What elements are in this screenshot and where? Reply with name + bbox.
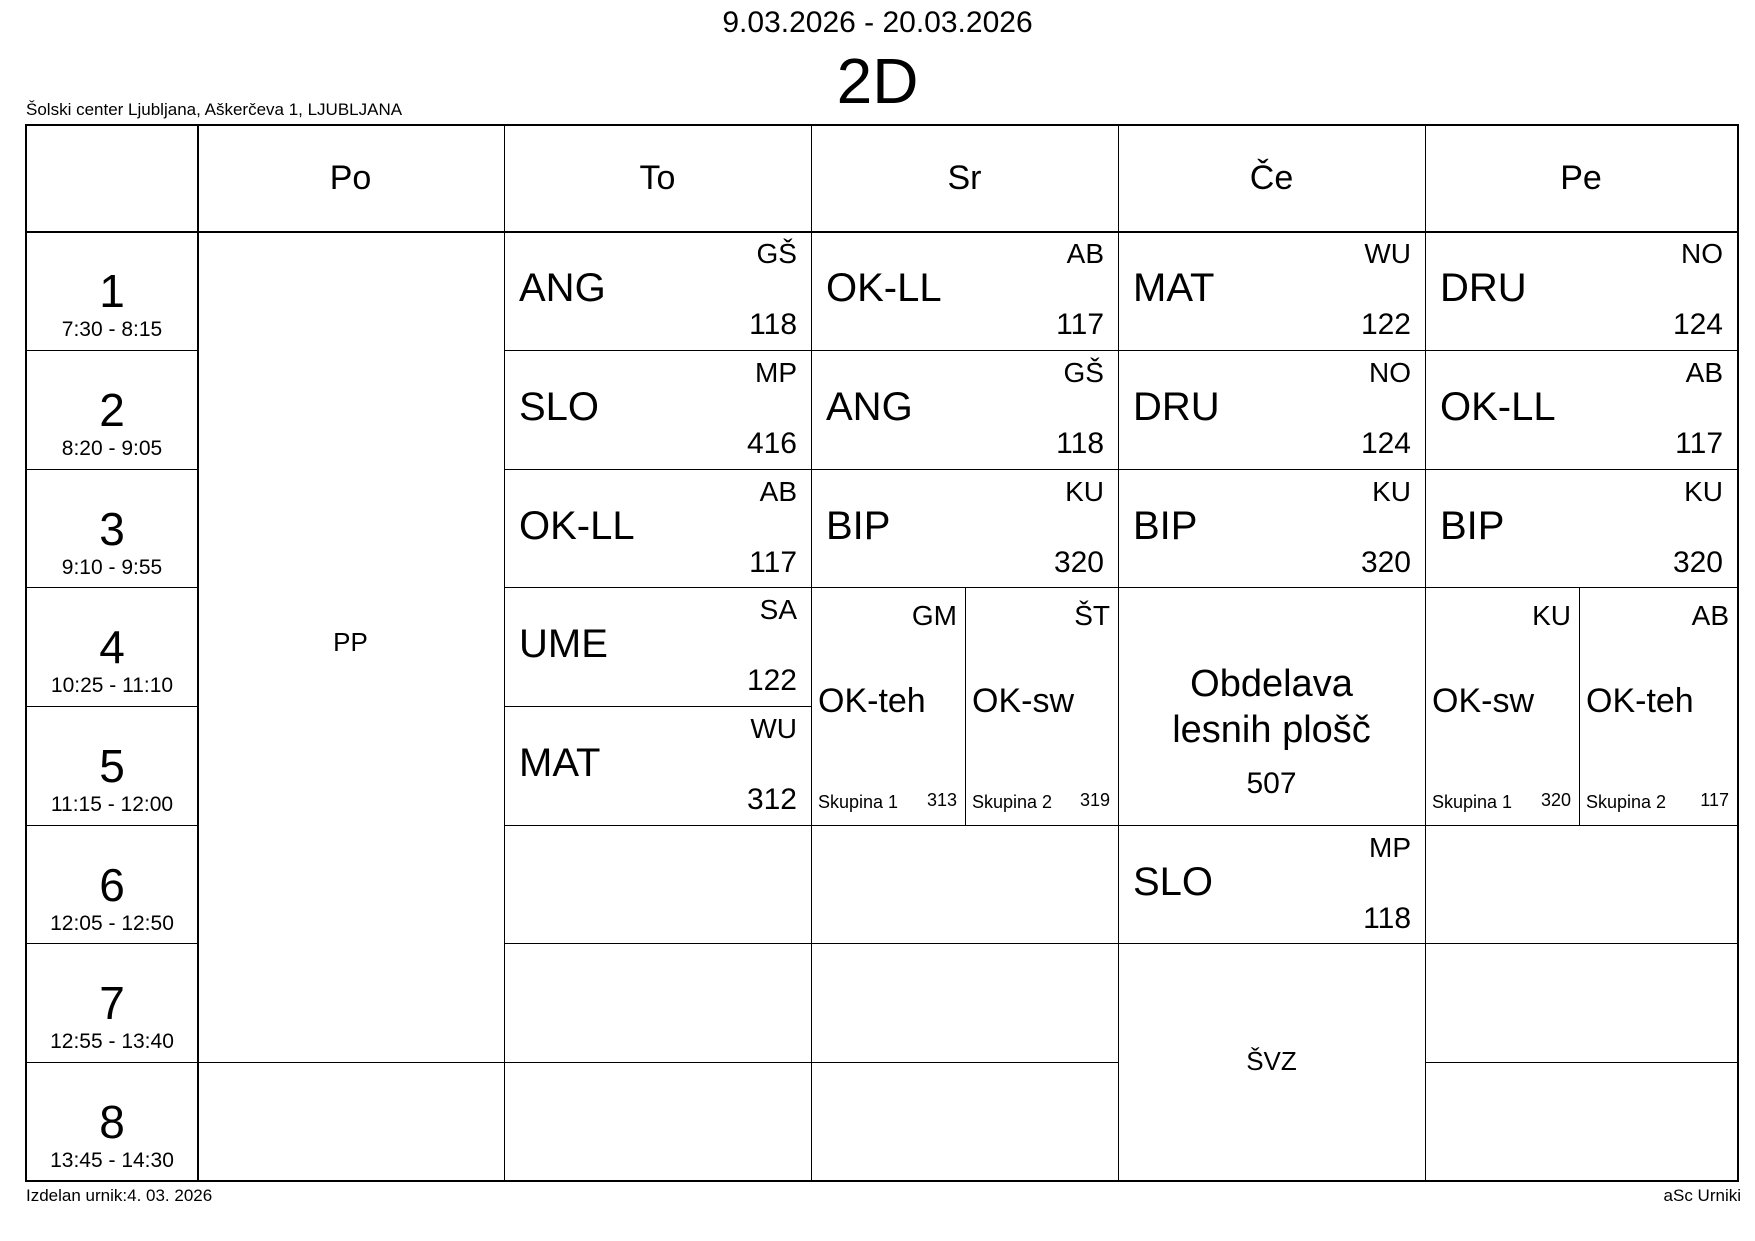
day-header-tuesday: To <box>639 159 676 197</box>
lesson-cell <box>811 351 1118 469</box>
software-brand: aSc Urniki <box>1663 1186 1741 1205</box>
thursday-svz: ŠVZ <box>1246 1046 1297 1076</box>
period-time: 9:10 - 9:55 <box>61 556 163 579</box>
group-lesson-cell <box>811 588 965 825</box>
lesson-teacher: GŠ <box>1063 357 1104 388</box>
lesson-cell <box>811 232 1118 350</box>
lesson-teacher: KU <box>1532 600 1571 631</box>
period-cell <box>27 351 197 469</box>
lesson-teacher: KU <box>1065 476 1104 507</box>
lesson-group: Skupina 1 <box>1432 792 1513 812</box>
date-range: 9.03.2026 - 20.03.2026 <box>722 6 1033 39</box>
lesson-room: 319 <box>1079 790 1110 810</box>
lesson-subject: OK-teh <box>1586 682 1694 720</box>
lesson-teacher: MP <box>755 357 797 388</box>
period-number: 7 <box>99 977 125 1029</box>
lesson-teacher: AB <box>1066 238 1104 269</box>
lesson-teacher: GŠ <box>756 238 797 269</box>
lesson-subject: OK-LL <box>826 266 942 310</box>
day-header-friday: Pe <box>1560 159 1602 197</box>
row-divider <box>504 943 811 944</box>
group-lesson-cell <box>1579 588 1737 825</box>
lesson-subject: BIP <box>1133 504 1198 548</box>
lesson-subject: SLO <box>519 385 600 429</box>
lesson-cell <box>1118 351 1425 469</box>
lesson-cell <box>811 470 1118 587</box>
period-cell <box>27 826 197 943</box>
lesson-room: 122 <box>746 664 797 697</box>
row-divider <box>811 1062 1118 1063</box>
lesson-room: 118 <box>1056 427 1104 460</box>
period-cell <box>27 707 197 825</box>
lesson-cell <box>504 470 811 587</box>
period-cell <box>27 1063 197 1180</box>
period-number: 8 <box>99 1096 125 1148</box>
lesson-room: 320 <box>1360 546 1411 579</box>
lesson-teacher: KU <box>1684 476 1723 507</box>
lesson-subject: SLO <box>1133 860 1214 904</box>
row-divider <box>1118 943 1425 944</box>
lesson-room: 117 <box>1700 790 1729 810</box>
lesson-teacher: SA <box>759 594 797 625</box>
day-header-wednesday: Sr <box>947 159 982 197</box>
lesson-teacher: ŠT <box>1074 600 1110 631</box>
lesson-room: 122 <box>1360 308 1411 341</box>
lesson-subject: UME <box>519 622 608 666</box>
lesson-group: Skupina 1 <box>818 792 899 812</box>
lesson-room: 124 <box>1672 308 1723 341</box>
lesson-subject: DRU <box>1133 385 1220 429</box>
period-time: 12:55 - 13:40 <box>50 1030 174 1053</box>
lesson-teacher: NO <box>1369 357 1411 388</box>
lesson-cell <box>504 232 811 350</box>
lesson-room: 117 <box>749 546 797 579</box>
double-lesson-cell <box>1118 661 1425 801</box>
period-cell <box>27 944 197 1062</box>
lesson-teacher: GM <box>911 600 957 631</box>
lesson-cell <box>1425 470 1737 587</box>
lesson-room: 118 <box>749 308 797 341</box>
lesson-room: 124 <box>1360 427 1411 460</box>
lesson-cell <box>1425 351 1737 469</box>
lesson-room: 313 <box>926 790 957 810</box>
lesson-subject: OK-LL <box>519 504 635 548</box>
lesson-subject-line1: Obdelava <box>1190 663 1353 705</box>
lesson-teacher: KU <box>1372 476 1411 507</box>
period-time: 8:20 - 9:05 <box>61 437 163 460</box>
row-divider <box>811 825 1118 826</box>
lesson-subject: OK-sw <box>1432 682 1534 720</box>
lesson-room: 320 <box>1672 546 1723 579</box>
lesson-cell <box>504 707 811 825</box>
period-number: 2 <box>99 384 125 436</box>
period-number: 3 <box>99 503 125 555</box>
lesson-room: 118 <box>1363 902 1411 935</box>
lesson-teacher: MP <box>1369 832 1411 863</box>
period-cell <box>27 588 197 706</box>
lesson-room: 320 <box>1540 790 1571 810</box>
lesson-room: 507 <box>1246 767 1297 800</box>
lesson-subject: BIP <box>826 504 891 548</box>
row-divider <box>1425 943 1737 944</box>
period-cell <box>27 470 197 587</box>
period-time: 13:45 - 14:30 <box>50 1149 174 1172</box>
class-name: 2D <box>836 45 919 117</box>
lesson-room: 416 <box>746 427 797 460</box>
period-number: 4 <box>99 621 125 673</box>
lesson-room: 312 <box>746 783 797 816</box>
lesson-cell <box>1425 232 1737 350</box>
lesson-cell <box>1118 232 1425 350</box>
lesson-teacher: AB <box>759 476 797 507</box>
lesson-teacher: WU <box>1364 238 1411 269</box>
lesson-cell <box>1118 470 1425 587</box>
lesson-subject: ANG <box>519 266 606 310</box>
row-divider <box>504 1062 811 1063</box>
row-divider <box>811 943 1118 944</box>
period-time: 7:30 - 8:15 <box>61 318 163 341</box>
timetable-grid <box>25 124 1739 1182</box>
lesson-subject: ANG <box>826 385 913 429</box>
row-divider <box>197 1062 504 1063</box>
row-divider <box>1425 825 1737 826</box>
lesson-room: 117 <box>1056 308 1104 341</box>
group-lesson-cell <box>965 588 1118 825</box>
lesson-subject: BIP <box>1440 504 1505 548</box>
period-time: 11:15 - 12:00 <box>50 793 174 816</box>
day-header-thursday: Če <box>1249 159 1294 197</box>
period-number: 6 <box>99 859 125 911</box>
period-time: 10:25 - 11:10 <box>50 674 174 697</box>
day-header-monday: Po <box>329 159 372 197</box>
lesson-subject: MAT <box>519 741 601 785</box>
lesson-cell <box>504 588 811 706</box>
lesson-room: 320 <box>1053 546 1104 579</box>
lesson-teacher: NO <box>1681 238 1723 269</box>
lesson-subject-line2: lesnih plošč <box>1172 709 1371 751</box>
lesson-subject: MAT <box>1133 266 1215 310</box>
lesson-teacher: AB <box>1685 357 1723 388</box>
lesson-teacher: WU <box>750 713 797 744</box>
lesson-subject: OK-teh <box>818 682 926 720</box>
lesson-cell <box>504 351 811 469</box>
row-divider <box>504 825 811 826</box>
lesson-teacher: AB <box>1691 600 1729 631</box>
created-date: Izdelan urnik:4. 03. 2026 <box>26 1186 213 1205</box>
lesson-subject: OK-LL <box>1440 385 1556 429</box>
period-time: 12:05 - 12:50 <box>50 912 174 935</box>
period-number: 1 <box>99 265 125 317</box>
lesson-subject: DRU <box>1440 266 1527 310</box>
school-name: Šolski center Ljubljana, Aškerčeva 1, LJUBLJANA <box>26 100 403 119</box>
period-number: 5 <box>99 740 125 792</box>
row-divider <box>1425 1062 1737 1063</box>
monday-pp: PP <box>333 627 368 657</box>
lesson-room: 117 <box>1675 427 1723 460</box>
lesson-subject: OK-sw <box>972 682 1074 720</box>
row-divider <box>1118 587 1425 588</box>
period-cell <box>27 232 197 350</box>
lesson-group: Skupina 2 <box>1586 792 1667 812</box>
group-lesson-cell <box>1425 588 1579 825</box>
lesson-cell <box>1118 826 1425 943</box>
lesson-group: Skupina 2 <box>972 792 1053 812</box>
